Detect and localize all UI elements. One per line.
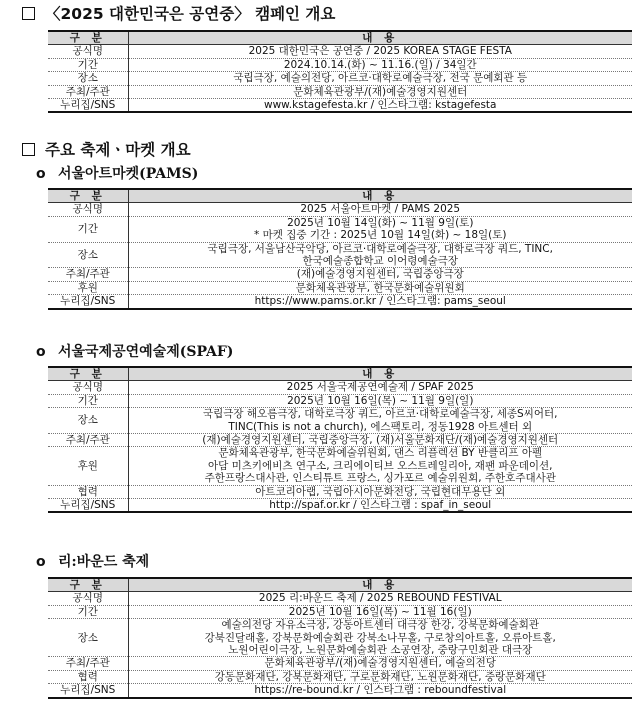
bullet-icon: o xyxy=(36,344,46,360)
row-label: 장소 xyxy=(48,242,128,268)
value-line: 2025년 10월 16일(목) ~ 11월 9일(일) xyxy=(287,394,474,407)
row-label: 주최/주관 xyxy=(48,85,128,98)
row-label: 누리집/SNS xyxy=(48,295,128,309)
table-row xyxy=(48,684,632,698)
row-value xyxy=(128,670,632,683)
table-row xyxy=(48,499,632,513)
row-value xyxy=(128,447,632,485)
table-row xyxy=(48,85,632,98)
row-value xyxy=(128,268,632,281)
value-line: 문화체육관광부, 한국문화예술위원회 xyxy=(295,281,465,294)
row-value xyxy=(128,216,632,242)
value-line: 노원어린이극장, 노원문화예술회관 소공연장, 중랑구민회관 대극장 xyxy=(228,644,533,657)
table-row xyxy=(48,295,632,309)
row-label: 주최/주관 xyxy=(48,268,128,281)
table-row xyxy=(48,58,632,71)
table-row xyxy=(48,605,632,618)
value-line: 2025 서울국제공연예술제 / SPAF 2025 xyxy=(286,381,474,394)
value-line: * 마켓 집중 기간 : 2025년 10월 14일(화) ~ 18일(토) xyxy=(253,229,507,242)
row-label: 공식명 xyxy=(48,203,128,216)
value-line: 아담 미츠키에비츠 연구소, 크리에이티브 오스트레일리아, 재팬 파운데이션, xyxy=(208,459,553,472)
header-content: 내 용 xyxy=(128,189,632,203)
header-category: 구 분 xyxy=(48,31,128,45)
table-row xyxy=(48,203,632,216)
table-row xyxy=(48,592,632,605)
bullet-icon: o xyxy=(36,554,46,570)
value-line: 한국예술종합학교 이어령예술극장 xyxy=(302,255,458,268)
row-label: 장소 xyxy=(48,72,128,85)
row-label: 장소 xyxy=(48,408,128,434)
rebound-table xyxy=(48,577,632,699)
value-line: 문화체육관광부/(재)예술경영지원센터 xyxy=(293,85,468,98)
row-value xyxy=(128,434,632,447)
value-line: https://www.pams.or.kr / 인스타그램: pams_seoul xyxy=(254,295,506,308)
row-value xyxy=(128,499,632,513)
value-line: 2025년 10월 16일(목) ~ 11월 16(일) xyxy=(288,605,472,618)
row-value xyxy=(128,684,632,698)
subheading-pams: o 서울아트마켓(PAMS) xyxy=(36,166,199,182)
value-line: www.kstagefesta.kr / 인스타그램: kstagefesta xyxy=(264,99,497,112)
header-content: 내 용 xyxy=(128,367,632,381)
checkbox-square-icon xyxy=(22,7,35,20)
value-line: 아트코리아랩, 국립아시아문화전당, 국립현대무용단 외 xyxy=(255,485,506,498)
table-row xyxy=(48,408,632,434)
section-heading-campaign: 〈2025 대한민국은 공연중〉 캠페인 개요 xyxy=(22,4,335,24)
row-value xyxy=(128,485,632,498)
row-value xyxy=(128,281,632,294)
table-row xyxy=(48,242,632,268)
value-line: 문화체육관광부, 한국문화예술위원회, 댄스 리플렉션 BY 반클리프 아펠 xyxy=(218,447,543,460)
row-label: 후원 xyxy=(48,281,128,294)
value-line: 강동문화재단, 강북문화재단, 구로문화재단, 노원문화재단, 중랑문화재단 xyxy=(214,670,546,683)
value-line: 국립극장, 서울남산국악당, 아르코·대학로예술극장, 대학로극장 쿼드, TINC, xyxy=(207,242,553,255)
value-line: 문화체육관광부/(재)예술경영지원센터, 예술의전당 xyxy=(264,657,496,670)
value-line: https://re-bound.kr / 인스타그램 : reboundfestival xyxy=(254,684,507,697)
checkbox-square-icon xyxy=(22,143,35,156)
row-label: 주최/주관 xyxy=(48,434,128,447)
row-value xyxy=(128,408,632,434)
table-row xyxy=(48,72,632,85)
value-line: (재)예술경영지원센터, 국립중앙극장 xyxy=(296,268,464,281)
value-line: 2025년 10월 14일(화) ~ 11월 9일(토) xyxy=(287,216,474,229)
row-value xyxy=(128,657,632,670)
table-header-row xyxy=(48,189,632,203)
value-line: http://spaf.or.kr / 인스타그램 : spaf_in_seoul xyxy=(269,499,492,512)
row-label: 기간 xyxy=(48,394,128,407)
row-value xyxy=(128,58,632,71)
campaign-overview-table xyxy=(48,30,632,113)
row-label: 후원 xyxy=(48,447,128,485)
row-label: 공식명 xyxy=(48,45,128,58)
header-content: 내 용 xyxy=(128,578,632,592)
value-line: TINC(This is not a church), 에스팩토리, 정동1928 아트센터 외 xyxy=(228,420,533,433)
bullet-icon: o xyxy=(36,166,46,182)
table-row xyxy=(48,434,632,447)
row-label: 기간 xyxy=(48,58,128,71)
value-line: 2025 리:바운드 축제 / 2025 REBOUND FESTIVAL xyxy=(258,592,502,605)
value-line: 2025 대한민국은 공연중 / 2025 KOREA STAGE FESTA xyxy=(248,45,512,58)
row-value xyxy=(128,45,632,58)
table-header-row xyxy=(48,31,632,45)
row-label: 공식명 xyxy=(48,592,128,605)
table-row xyxy=(48,670,632,683)
row-label: 협력 xyxy=(48,670,128,683)
row-value xyxy=(128,72,632,85)
value-line: (재)예술경영지원센터, 국립중앙극장, (재)서울문화재단/(재)예술경영지원센터 xyxy=(202,434,559,447)
row-label: 장소 xyxy=(48,619,128,657)
row-value xyxy=(128,619,632,657)
header-category: 구 분 xyxy=(48,367,128,381)
table-row xyxy=(48,45,632,58)
row-value xyxy=(128,592,632,605)
row-value xyxy=(128,295,632,309)
pams-table xyxy=(48,188,632,310)
row-value xyxy=(128,242,632,268)
value-line: 국립극장, 예술의전당, 아르코·대학로예술극장, 전국 문예회관 등 xyxy=(233,72,528,85)
row-label: 기간 xyxy=(48,605,128,618)
value-line: 2025 서울아트마켓 / PAMS 2025 xyxy=(300,203,461,216)
value-line: 2024.10.14.(화) ~ 11.16.(일) / 34일간 xyxy=(283,58,477,71)
row-label: 기간 xyxy=(48,216,128,242)
table-row xyxy=(48,268,632,281)
value-line: 국립극장 해오름극장, 대학로극장 쿼드, 아르코·대학로예술극장, 세종S씨어터, xyxy=(203,408,558,421)
table-row xyxy=(48,619,632,657)
table-header-row xyxy=(48,578,632,592)
row-label: 주최/주관 xyxy=(48,657,128,670)
row-value xyxy=(128,99,632,113)
row-label: 공식명 xyxy=(48,381,128,394)
header-content: 내 용 xyxy=(128,31,632,45)
value-line: 강북진달래홀, 강북문화예술회관 강북소나무홀, 구로창의아트홀, 오류아트홀, xyxy=(204,631,556,644)
spaf-table xyxy=(48,366,632,513)
table-row xyxy=(48,657,632,670)
table-row xyxy=(48,216,632,242)
table-row xyxy=(48,381,632,394)
subheading-spaf: o 서울국제공연예술제(SPAF) xyxy=(36,344,234,360)
row-value xyxy=(128,381,632,394)
row-label: 누리집/SNS xyxy=(48,499,128,513)
row-value xyxy=(128,394,632,407)
table-row xyxy=(48,99,632,113)
section-heading-festivals: 주요 축제ㆍ마켓 개요 xyxy=(22,140,191,160)
row-value xyxy=(128,203,632,216)
subheading-rebound: o 리:바운드 축제 xyxy=(36,554,150,570)
table-row xyxy=(48,485,632,498)
row-label: 누리집/SNS xyxy=(48,684,128,698)
row-value xyxy=(128,605,632,618)
row-label: 누리집/SNS xyxy=(48,99,128,113)
table-row xyxy=(48,281,632,294)
header-category: 구 분 xyxy=(48,189,128,203)
value-line: 주한프랑스대사관, 인스티튜트 프랑스, 싱가포르 예술위원회, 주한호주대사관 xyxy=(204,472,556,485)
row-label: 협력 xyxy=(48,485,128,498)
row-value xyxy=(128,85,632,98)
table-row xyxy=(48,447,632,485)
table-row xyxy=(48,394,632,407)
header-category: 구 분 xyxy=(48,578,128,592)
table-header-row xyxy=(48,367,632,381)
value-line: 예술의전당 자유소극장, 강동아트센터 대극장 한강, 강북문화예술회관 xyxy=(221,619,539,632)
